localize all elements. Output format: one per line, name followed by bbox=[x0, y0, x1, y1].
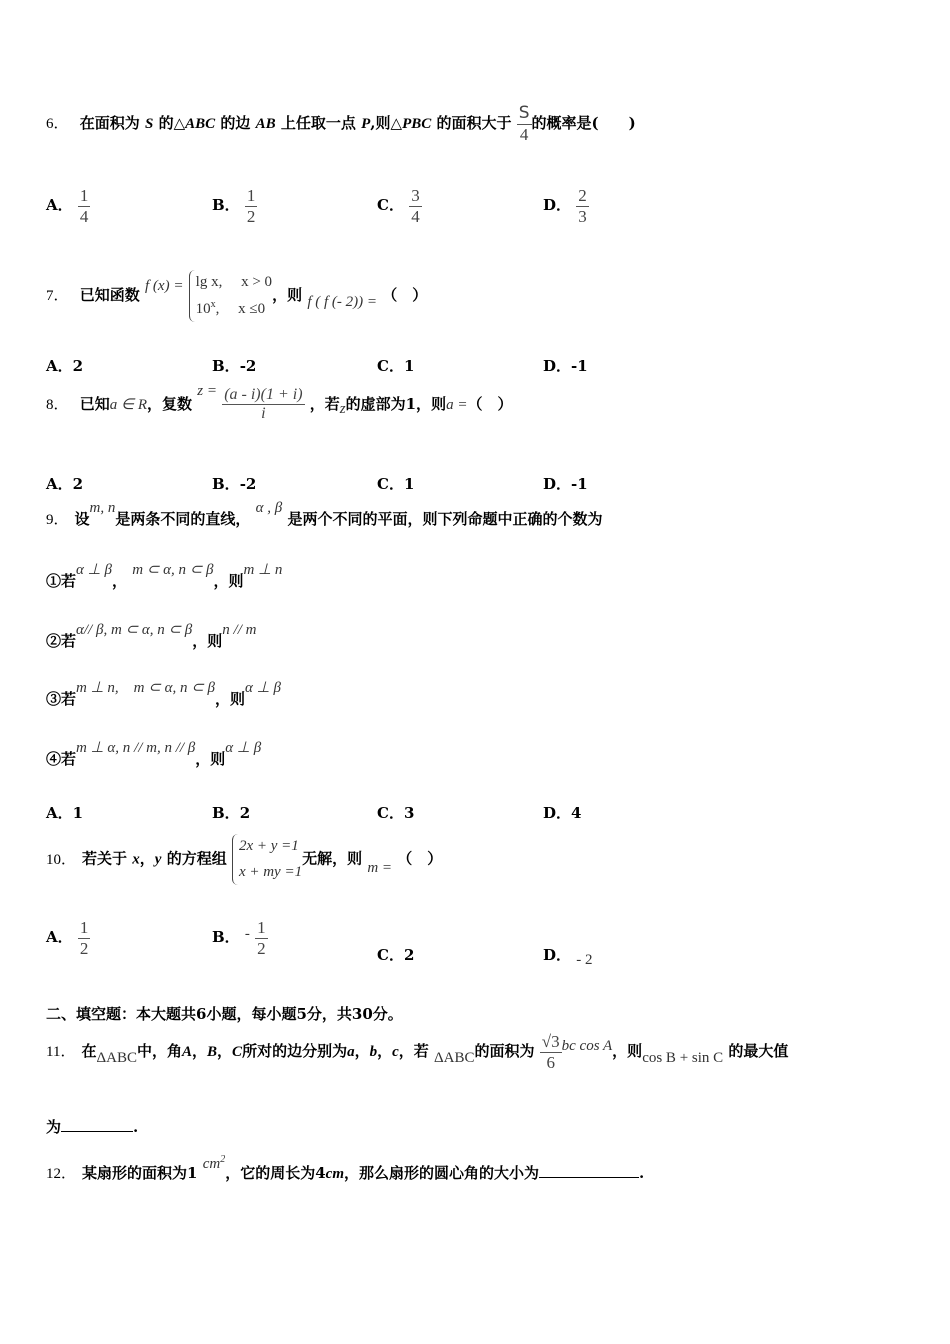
question-10: 10． 若关于 x，y 的方程组 2x + y =1 x + my =1 无解，则 m = （ ） bbox=[46, 834, 442, 885]
question-6 bbox=[46, 104, 636, 144]
proposition-1: ①若α ⊥ β， m ⊂ α, n ⊂ β，则m ⊥ n bbox=[46, 562, 283, 590]
question-text: ，则 bbox=[272, 286, 303, 304]
question-text: 若关于 bbox=[82, 849, 128, 868]
question-11-line-2: 为 . bbox=[46, 1118, 139, 1136]
question-text: 设 bbox=[74, 510, 90, 528]
proposition-2: ②若α// β, m ⊂ α, n ⊂ β，则n // m bbox=[46, 622, 257, 650]
fraction: $\frac{2}{3}$ bbox=[578, 186, 587, 226]
question-text: ，若 bbox=[309, 394, 340, 413]
option-d[interactable]: D．4 bbox=[543, 804, 582, 822]
question-number: 8． bbox=[46, 396, 69, 413]
option-c[interactable]: C． $\frac{3}{4}$ bbox=[377, 186, 420, 226]
fraction: $\frac{3}{4}$ bbox=[411, 186, 420, 226]
question-text: 的虚部为1，则 bbox=[345, 394, 447, 413]
question-text: 的概率是( ) bbox=[531, 114, 636, 133]
option-b[interactable]: B． $\frac{1}{2}$ bbox=[212, 186, 256, 226]
answer-blank[interactable] bbox=[539, 1177, 639, 1178]
fraction: $\frac{1}{2}$ bbox=[79, 918, 89, 958]
option-d[interactable]: D．-1 bbox=[543, 357, 588, 375]
question-text: （ ） bbox=[397, 849, 443, 868]
math-var: AB bbox=[255, 116, 276, 133]
math-expression: f ( f (- 2)) = bbox=[307, 294, 377, 310]
option-d[interactable]: D． $\frac{2}{3}$ bbox=[543, 186, 587, 226]
math-var: P bbox=[361, 116, 371, 133]
question-text: 的方程组 bbox=[166, 849, 227, 868]
question-text: 无解，则 bbox=[302, 849, 363, 868]
piecewise-function: lg x, x > 0 10$^x$, x ≤0 bbox=[189, 270, 272, 322]
question-7 bbox=[46, 270, 427, 322]
math-var: PBC bbox=[402, 116, 432, 133]
fraction: $\frac{√3}{6}$ bbox=[541, 1032, 560, 1072]
option-a[interactable]: A．2 bbox=[46, 475, 84, 493]
question-text: 在面积为 bbox=[79, 114, 140, 133]
question-text: （ ） bbox=[382, 286, 428, 304]
option-d[interactable]: D．-1 bbox=[543, 475, 588, 493]
option-c[interactable]: C．1 bbox=[377, 475, 415, 493]
question-text: ,则△ bbox=[370, 114, 403, 133]
question-8 bbox=[46, 382, 513, 424]
math-var: S bbox=[145, 116, 154, 133]
question-text: 的面积大于 bbox=[436, 114, 512, 133]
option-c[interactable]: C．1 bbox=[377, 357, 415, 375]
question-text: 是两个不同的平面，则下列命题中正确的个数为 bbox=[287, 510, 603, 528]
math-expression: m, n bbox=[89, 500, 116, 516]
math-expression: f (x) = bbox=[145, 278, 184, 294]
question-12: 12． 某扇形的面积为1 $cm^2$，它的周长为4cm，那么扇形的圆心角的大小为 . bbox=[46, 1154, 645, 1182]
math-expression: a ∈ R bbox=[109, 396, 147, 413]
question-text: 的△ bbox=[158, 114, 186, 133]
fraction: $\frac{(a - i)(1 + i)}{i}$ bbox=[224, 386, 303, 423]
question-number: 11． bbox=[46, 1044, 76, 1061]
option-a[interactable]: A．1 bbox=[46, 804, 84, 822]
option-a[interactable]: A．2 bbox=[46, 357, 84, 375]
question-number: 6． bbox=[46, 116, 69, 133]
section-heading: 二、填空题：本大题共6小题，每小题5分，共30分。 bbox=[46, 1005, 403, 1023]
math-expression: α , β bbox=[255, 500, 283, 516]
question-11: 11． 在ΔABC中，角A，B，C所对的边分别为a，b，c，若 ΔABC的面积为 $\frac{√3}{6}$ bc cos A，则cos B + sin C 的最大值 bbox=[46, 1032, 789, 1072]
option-c[interactable]: C．3 bbox=[377, 804, 415, 822]
fraction: $\frac{1}{4}$ bbox=[79, 186, 89, 226]
question-number: 9． bbox=[46, 512, 69, 528]
fraction: $\frac{S}{4}$ bbox=[518, 103, 530, 144]
math-expression: a = bbox=[446, 396, 468, 413]
math-expression: z = bbox=[197, 382, 217, 399]
question-text: 已知函数 bbox=[79, 286, 140, 304]
equation-system: 2x + y =1 x + my =1 bbox=[232, 834, 302, 885]
option-b[interactable]: B． - $\frac{1}{2}$ bbox=[212, 918, 266, 958]
math-var: z bbox=[339, 400, 346, 417]
question-text: 是两条不同的直线， bbox=[115, 510, 251, 528]
option-a[interactable]: A． $\frac{1}{2}$ bbox=[46, 918, 89, 958]
option-a[interactable]: A． $\frac{1}{4}$ bbox=[46, 186, 89, 226]
fraction: $\frac{1}{2}$ bbox=[246, 186, 256, 226]
math-var: ABC bbox=[185, 116, 216, 133]
question-text: 上任取一点 bbox=[280, 114, 356, 133]
answer-blank[interactable] bbox=[61, 1131, 133, 1132]
option-c[interactable]: C．2 bbox=[377, 946, 415, 964]
fraction: $\frac{1}{2}$ bbox=[257, 918, 266, 958]
question-number: 10． bbox=[46, 851, 77, 868]
question-text: 的边 bbox=[220, 114, 251, 133]
question-text: （ ） bbox=[467, 394, 513, 413]
unit: $cm^2$ bbox=[202, 1154, 226, 1172]
proposition-3: ③若m ⊥ n, m ⊂ α, n ⊂ β，则α ⊥ β bbox=[46, 680, 281, 708]
question-9 bbox=[46, 500, 603, 529]
proposition-4: ④若m ⊥ α, n // m, n // β，则α ⊥ β bbox=[46, 740, 262, 768]
option-b[interactable]: B．-2 bbox=[212, 357, 257, 375]
option-b[interactable]: B．2 bbox=[212, 804, 251, 822]
question-text: 已知 bbox=[79, 394, 110, 413]
question-number: 12． bbox=[46, 1166, 77, 1182]
question-number: 7． bbox=[46, 288, 69, 304]
option-d[interactable]: D． - 2 bbox=[543, 946, 593, 968]
option-b[interactable]: B．-2 bbox=[212, 475, 257, 493]
question-text: ，复数 bbox=[147, 394, 193, 413]
